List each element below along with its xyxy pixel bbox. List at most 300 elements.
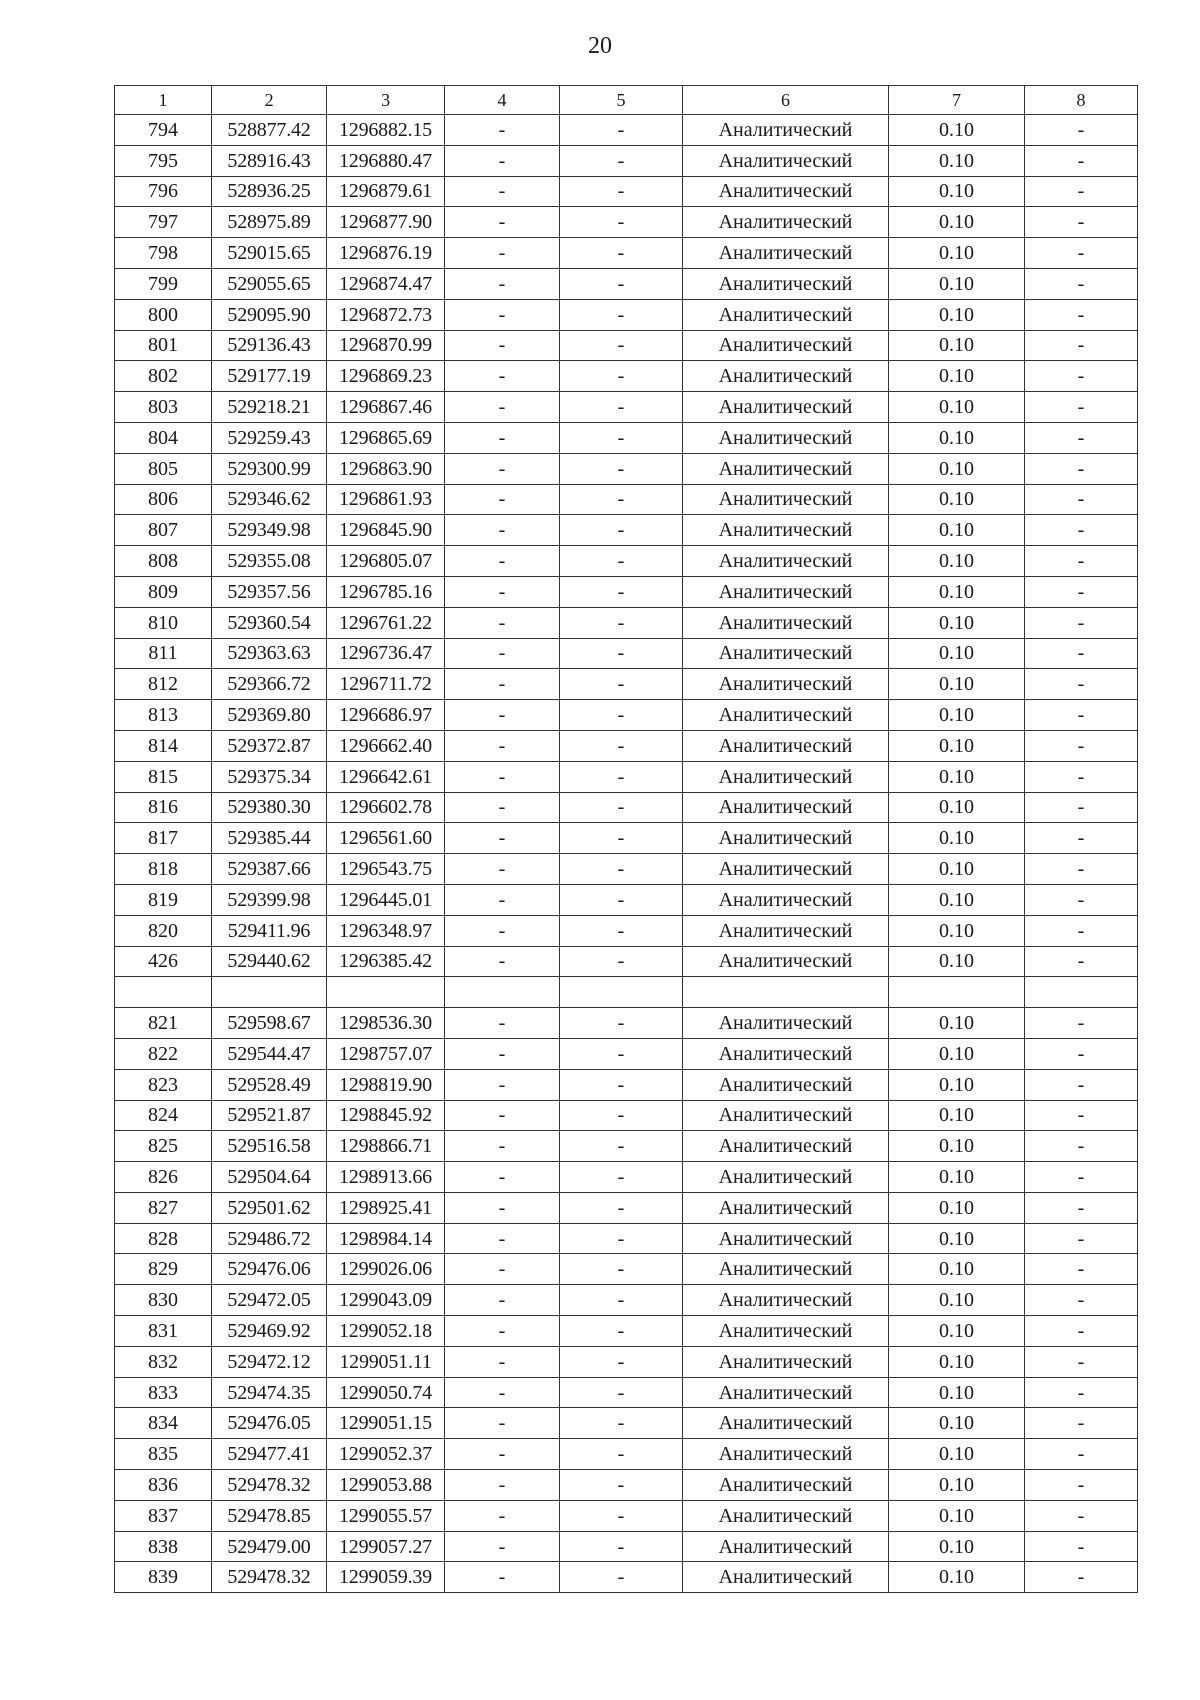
method-cell: Аналитический [683,700,889,731]
column-5-cell: - [560,1223,683,1254]
point-number-cell: 837 [115,1500,212,1531]
coordinates-table [114,85,1138,1593]
accuracy-cell: 0.10 [889,700,1025,731]
point-number-cell: 820 [115,915,212,946]
column-8-cell: - [1025,207,1138,238]
column-8-cell: - [1025,268,1138,299]
column-5-cell: - [560,392,683,423]
point-number-cell: 794 [115,115,212,146]
y-coordinate-cell: 1296870.99 [327,330,445,361]
x-coordinate-cell: 528975.89 [212,207,327,238]
x-coordinate-cell: 529516.58 [212,1131,327,1162]
column-5-cell: - [560,299,683,330]
x-coordinate-cell: 529504.64 [212,1162,327,1193]
column-5-cell: - [560,1531,683,1562]
column-8-cell: - [1025,1008,1138,1039]
y-coordinate-cell: 1296785.16 [327,576,445,607]
y-coordinate-cell: 1296880.47 [327,145,445,176]
method-cell: Аналитический [683,638,889,669]
x-coordinate-cell: 529440.62 [212,946,327,977]
point-number-cell: 839 [115,1562,212,1593]
accuracy-cell: 0.10 [889,546,1025,577]
point-number-cell: 816 [115,792,212,823]
method-cell: Аналитический [683,1316,889,1347]
point-number-cell: 826 [115,1162,212,1193]
point-number-cell: 808 [115,546,212,577]
table-row [115,1377,1138,1408]
point-number-cell: 799 [115,268,212,299]
method-cell: Аналитический [683,1500,889,1531]
table-row [115,761,1138,792]
table-row [115,1562,1138,1593]
method-cell: Аналитический [683,330,889,361]
x-coordinate-cell: 529136.43 [212,330,327,361]
column-8-cell: - [1025,1470,1138,1501]
x-coordinate-cell: 529474.35 [212,1377,327,1408]
column-8-cell: - [1025,1223,1138,1254]
accuracy-cell: 0.10 [889,1038,1025,1069]
column-5-cell: - [560,330,683,361]
column-8-cell: - [1025,1285,1138,1316]
column-5-cell: - [560,607,683,638]
x-coordinate-cell: 529363.63 [212,638,327,669]
y-coordinate-cell: 1299051.15 [327,1408,445,1439]
column-4-cell: - [445,1531,560,1562]
column-4-cell: - [445,1377,560,1408]
x-coordinate-cell: 529476.05 [212,1408,327,1439]
column-8-cell: - [1025,1131,1138,1162]
method-cell: Аналитический [683,1285,889,1316]
table-row [115,515,1138,546]
column-8-cell: - [1025,515,1138,546]
point-number-cell: 805 [115,453,212,484]
x-coordinate-cell: 529478.85 [212,1500,327,1531]
accuracy-cell: 0.10 [889,1531,1025,1562]
column-5-cell: - [560,361,683,392]
method-cell: Аналитический [683,669,889,700]
table-row [115,1008,1138,1039]
accuracy-cell: 0.10 [889,1439,1025,1470]
column-8-cell: - [1025,392,1138,423]
column-4-cell: - [445,515,560,546]
column-5-cell: - [560,946,683,977]
y-coordinate-cell: 1296879.61 [327,176,445,207]
point-number-cell: 798 [115,238,212,269]
method-cell: Аналитический [683,576,889,607]
point-number-cell: 822 [115,1038,212,1069]
column-8-cell: - [1025,1038,1138,1069]
column-8-cell: - [1025,915,1138,946]
column-8-cell: - [1025,576,1138,607]
column-header-3: 3 [327,86,445,115]
x-coordinate-cell: 529528.49 [212,1069,327,1100]
column-5-cell: - [560,484,683,515]
column-4-cell: - [445,607,560,638]
accuracy-cell: 0.10 [889,1192,1025,1223]
method-cell: Аналитический [683,1100,889,1131]
point-number-cell: 812 [115,669,212,700]
column-8-cell: - [1025,330,1138,361]
y-coordinate-cell: 1298913.66 [327,1162,445,1193]
column-8-cell: - [1025,453,1138,484]
table-row [115,1500,1138,1531]
column-8-cell: - [1025,823,1138,854]
column-4-cell: - [445,361,560,392]
accuracy-cell: 0.10 [889,823,1025,854]
x-coordinate-cell: 529380.30 [212,792,327,823]
column-8-cell: - [1025,638,1138,669]
table-row [115,1162,1138,1193]
column-8-cell: - [1025,145,1138,176]
column-8-cell: - [1025,1316,1138,1347]
x-coordinate-cell: 529357.56 [212,576,327,607]
column-8-cell: - [1025,1254,1138,1285]
column-5-cell: - [560,453,683,484]
y-coordinate-cell: 1296877.90 [327,207,445,238]
column-header-7: 7 [889,86,1025,115]
y-coordinate-cell: 1296711.72 [327,669,445,700]
x-coordinate-cell: 529478.32 [212,1470,327,1501]
point-number-cell: 813 [115,700,212,731]
column-5-cell: - [560,115,683,146]
y-coordinate-cell: 1296861.93 [327,484,445,515]
table-row [115,1346,1138,1377]
column-8-cell: - [1025,484,1138,515]
column-5-cell: - [560,915,683,946]
table-row [115,453,1138,484]
column-5-cell: - [560,730,683,761]
column-5-cell: - [560,176,683,207]
accuracy-cell: 0.10 [889,1131,1025,1162]
table-row [115,484,1138,515]
table-row [115,946,1138,977]
point-number-cell: 802 [115,361,212,392]
accuracy-cell: 0.10 [889,115,1025,146]
column-8-cell: - [1025,1100,1138,1131]
accuracy-cell: 0.10 [889,1069,1025,1100]
method-cell: Аналитический [683,823,889,854]
page-number: 20 [588,33,612,59]
method-cell: Аналитический [683,946,889,977]
column-4-cell: - [445,1500,560,1531]
method-cell: Аналитический [683,1162,889,1193]
y-coordinate-cell: 1296867.46 [327,392,445,423]
column-5-cell: - [560,1069,683,1100]
accuracy-cell: 0.10 [889,915,1025,946]
point-number-cell: 819 [115,884,212,915]
table-row [115,207,1138,238]
x-coordinate-cell: 529300.99 [212,453,327,484]
y-coordinate-cell: 1296602.78 [327,792,445,823]
table-row [115,145,1138,176]
method-cell: Аналитический [683,1131,889,1162]
method-cell: Аналитический [683,115,889,146]
column-4-cell: - [445,546,560,577]
column-8-cell: - [1025,1562,1138,1593]
point-number-cell: 807 [115,515,212,546]
column-header-8: 8 [1025,86,1138,115]
accuracy-cell: 0.10 [889,607,1025,638]
column-8-cell: - [1025,730,1138,761]
column-4-cell: - [445,115,560,146]
table-row [115,299,1138,330]
method-cell: Аналитический [683,1038,889,1069]
y-coordinate-cell: 1299026.06 [327,1254,445,1285]
table-row [115,1038,1138,1069]
method-cell: Аналитический [683,145,889,176]
y-coordinate-cell: 1296543.75 [327,854,445,885]
column-4-cell: - [445,730,560,761]
column-4-cell: - [445,884,560,915]
y-coordinate-cell: 1299057.27 [327,1531,445,1562]
method-cell: Аналитический [683,392,889,423]
column-5-cell: - [560,1008,683,1039]
column-5-cell: - [560,268,683,299]
column-4-cell: - [445,1162,560,1193]
point-number-cell: 827 [115,1192,212,1223]
table-row [115,1254,1138,1285]
point-number-cell: 817 [115,823,212,854]
table-row [115,700,1138,731]
accuracy-cell: 0.10 [889,515,1025,546]
column-8-cell: - [1025,1192,1138,1223]
x-coordinate-cell: 529346.62 [212,484,327,515]
y-coordinate-cell: 1296385.42 [327,946,445,977]
x-coordinate-cell [212,977,327,1008]
table-row [115,1131,1138,1162]
point-number-cell: 809 [115,576,212,607]
column-4-cell: - [445,1439,560,1470]
x-coordinate-cell: 528936.25 [212,176,327,207]
column-5-cell: - [560,1500,683,1531]
column-8-cell: - [1025,946,1138,977]
method-cell: Аналитический [683,1470,889,1501]
column-5-cell: - [560,1439,683,1470]
column-8-cell: - [1025,1162,1138,1193]
table-row [115,392,1138,423]
x-coordinate-cell: 529355.08 [212,546,327,577]
column-5-cell: - [560,1162,683,1193]
column-8-cell: - [1025,792,1138,823]
method-cell: Аналитический [683,1008,889,1039]
table-row [115,854,1138,885]
column-8-cell: - [1025,1346,1138,1377]
point-number-cell: 821 [115,1008,212,1039]
column-8-cell: - [1025,1439,1138,1470]
column-5-cell: - [560,792,683,823]
column-4-cell: - [445,392,560,423]
table-row [115,1285,1138,1316]
table-row [115,1223,1138,1254]
accuracy-cell: 0.10 [889,792,1025,823]
column-4-cell: - [445,1470,560,1501]
column-4-cell: - [445,576,560,607]
accuracy-cell: 0.10 [889,730,1025,761]
x-coordinate-cell: 529521.87 [212,1100,327,1131]
table-row [115,1531,1138,1562]
y-coordinate-cell: 1299055.57 [327,1500,445,1531]
accuracy-cell: 0.10 [889,1223,1025,1254]
method-cell: Аналитический [683,268,889,299]
table-header-row [115,86,1138,115]
y-coordinate-cell: 1298536.30 [327,1008,445,1039]
column-4-cell: - [445,1131,560,1162]
point-number-cell: 835 [115,1439,212,1470]
column-8-cell: - [1025,422,1138,453]
y-coordinate-cell: 1298845.92 [327,1100,445,1131]
x-coordinate-cell: 528916.43 [212,145,327,176]
point-number-cell: 811 [115,638,212,669]
method-cell: Аналитический [683,1069,889,1100]
column-8-cell: - [1025,761,1138,792]
y-coordinate-cell: 1299059.39 [327,1562,445,1593]
method-cell: Аналитический [683,238,889,269]
column-4-cell: - [445,1346,560,1377]
x-coordinate-cell: 529369.80 [212,700,327,731]
method-cell: Аналитический [683,207,889,238]
accuracy-cell: 0.10 [889,669,1025,700]
accuracy-cell: 0.10 [889,1377,1025,1408]
x-coordinate-cell: 529486.72 [212,1223,327,1254]
column-header-1: 1 [115,86,212,115]
x-coordinate-cell: 529177.19 [212,361,327,392]
column-8-cell: - [1025,607,1138,638]
x-coordinate-cell: 529259.43 [212,422,327,453]
column-5-cell: - [560,1316,683,1347]
accuracy-cell: 0.10 [889,1408,1025,1439]
accuracy-cell [889,977,1025,1008]
method-cell: Аналитический [683,1192,889,1223]
column-4-cell: - [445,1038,560,1069]
y-coordinate-cell: 1298984.14 [327,1223,445,1254]
point-number-cell: 828 [115,1223,212,1254]
point-number-cell: 823 [115,1069,212,1100]
accuracy-cell: 0.10 [889,1100,1025,1131]
accuracy-cell: 0.10 [889,1285,1025,1316]
y-coordinate-cell: 1298757.07 [327,1038,445,1069]
column-header-5: 5 [560,86,683,115]
x-coordinate-cell: 529476.06 [212,1254,327,1285]
column-4-cell: - [445,299,560,330]
y-coordinate-cell: 1296805.07 [327,546,445,577]
x-coordinate-cell: 529375.34 [212,761,327,792]
method-cell: Аналитический [683,1223,889,1254]
method-cell: Аналитический [683,422,889,453]
point-number-cell: 825 [115,1131,212,1162]
table-row [115,792,1138,823]
method-cell: Аналитический [683,730,889,761]
column-5-cell: - [560,854,683,885]
x-coordinate-cell: 529372.87 [212,730,327,761]
x-coordinate-cell: 529472.12 [212,1346,327,1377]
table-row [115,1069,1138,1100]
method-cell: Аналитический [683,515,889,546]
table-row [115,115,1138,146]
table-row [115,607,1138,638]
table-row [115,1470,1138,1501]
x-coordinate-cell: 529015.65 [212,238,327,269]
column-4-cell: - [445,330,560,361]
column-4-cell: - [445,792,560,823]
x-coordinate-cell: 529411.96 [212,915,327,946]
column-header-2: 2 [212,86,327,115]
accuracy-cell: 0.10 [889,268,1025,299]
column-4-cell: - [445,823,560,854]
column-5-cell: - [560,1377,683,1408]
table-row [115,268,1138,299]
column-4-cell: - [445,1316,560,1347]
column-8-cell: - [1025,176,1138,207]
x-coordinate-cell: 529472.05 [212,1285,327,1316]
accuracy-cell: 0.10 [889,946,1025,977]
y-coordinate-cell: 1296686.97 [327,700,445,731]
column-5-cell: - [560,1131,683,1162]
column-5-cell: - [560,1562,683,1593]
table-row [115,576,1138,607]
y-coordinate-cell: 1298866.71 [327,1131,445,1162]
x-coordinate-cell: 529501.62 [212,1192,327,1223]
x-coordinate-cell: 529366.72 [212,669,327,700]
column-8-cell: - [1025,361,1138,392]
x-coordinate-cell: 529469.92 [212,1316,327,1347]
accuracy-cell: 0.10 [889,854,1025,885]
y-coordinate-cell: 1296761.22 [327,607,445,638]
point-number-cell: 831 [115,1316,212,1347]
accuracy-cell: 0.10 [889,638,1025,669]
x-coordinate-cell: 529055.65 [212,268,327,299]
y-coordinate-cell: 1298819.90 [327,1069,445,1100]
x-coordinate-cell: 529477.41 [212,1439,327,1470]
column-4-cell: - [445,1223,560,1254]
accuracy-cell: 0.10 [889,145,1025,176]
accuracy-cell: 0.10 [889,361,1025,392]
accuracy-cell: 0.10 [889,422,1025,453]
y-coordinate-cell: 1296445.01 [327,884,445,915]
column-4-cell: - [445,638,560,669]
y-coordinate-cell: 1299050.74 [327,1377,445,1408]
column-8-cell: - [1025,299,1138,330]
column-4-cell: - [445,669,560,700]
column-4-cell: - [445,1408,560,1439]
column-4-cell: - [445,946,560,977]
column-5-cell: - [560,1408,683,1439]
y-coordinate-cell: 1296662.40 [327,730,445,761]
column-4-cell: - [445,422,560,453]
point-number-cell: 814 [115,730,212,761]
method-cell: Аналитический [683,1254,889,1285]
y-coordinate-cell: 1298925.41 [327,1192,445,1223]
column-4-cell: - [445,1254,560,1285]
point-number-cell: 824 [115,1100,212,1131]
column-5-cell: - [560,884,683,915]
column-5-cell [560,977,683,1008]
table-separator-row [115,977,1138,1008]
column-5-cell: - [560,1285,683,1316]
method-cell: Аналитический [683,1562,889,1593]
accuracy-cell: 0.10 [889,1562,1025,1593]
column-4-cell: - [445,238,560,269]
y-coordinate-cell: 1299052.37 [327,1439,445,1470]
point-number-cell: 801 [115,330,212,361]
point-number-cell: 426 [115,946,212,977]
x-coordinate-cell: 529544.47 [212,1038,327,1069]
method-cell: Аналитический [683,176,889,207]
point-number-cell: 795 [115,145,212,176]
x-coordinate-cell: 529479.00 [212,1531,327,1562]
column-4-cell: - [445,176,560,207]
column-5-cell: - [560,546,683,577]
method-cell: Аналитический [683,915,889,946]
